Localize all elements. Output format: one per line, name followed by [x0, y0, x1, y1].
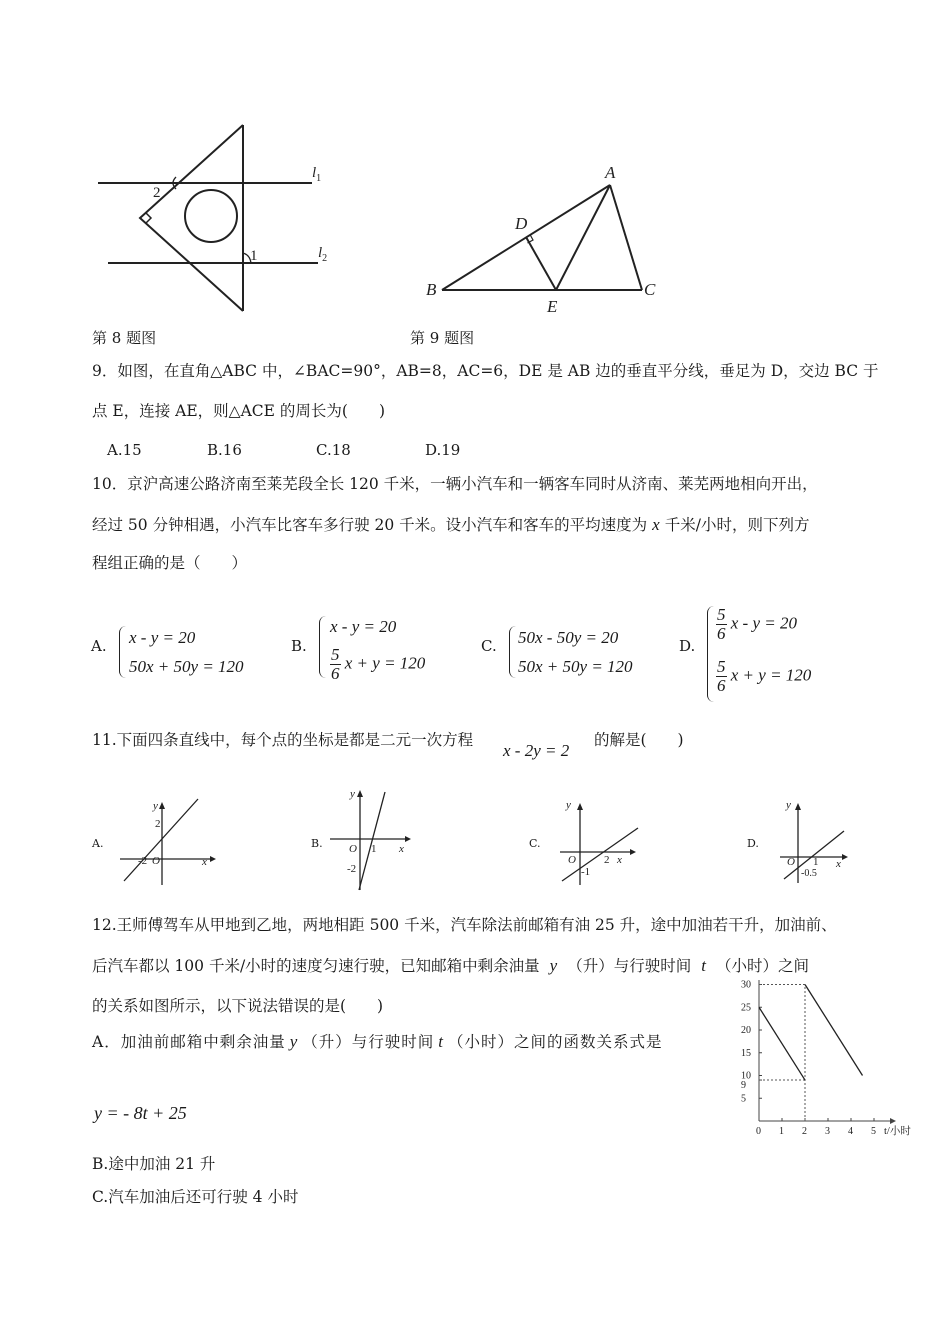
q9-option-c: C.18	[316, 441, 351, 459]
y-tick-label: 20	[741, 1025, 751, 1036]
svg-text:x: x	[617, 854, 622, 866]
svg-text:y: y	[350, 788, 355, 800]
svg-text:O: O	[152, 855, 160, 867]
q12-option-b: B.途中加油 21 升	[92, 1155, 216, 1173]
vertex-A-label: A	[605, 163, 616, 182]
q9-line-1: 9．如图，在直角△ABC 中，∠BAC=90°，AB=8，AC=6，DE 是 AB 边的垂直平分线，垂足为 D，交边 BC 于	[92, 362, 879, 380]
q11-line-end: 的解是( )	[594, 731, 684, 749]
angle-1-label: 1	[250, 248, 258, 264]
fuel-chart	[735, 980, 925, 1140]
line-l1-label: $l_1$	[312, 165, 322, 184]
q10-option-b-eq1: x - y = 20	[330, 617, 397, 636]
svg-text:y: y	[786, 799, 791, 811]
svg-text:-0.5: -0.5	[801, 868, 817, 879]
angle-2-label: 2	[153, 185, 161, 201]
x-tick-label: 3	[825, 1126, 830, 1137]
svg-text:O: O	[568, 854, 576, 866]
q11-equation: x - 2y = 2	[503, 741, 570, 760]
svg-text:O: O	[787, 856, 795, 868]
frac: $\frac{5}{6}$	[331, 645, 340, 683]
svg-text:-2: -2	[138, 855, 148, 867]
q10-option-c-brace	[509, 626, 516, 678]
q11-graph-b	[325, 782, 435, 892]
q10-line-1: 10．京沪高速公路济南至莱芜段全长 120 千米，一辆小汽车和一辆客车同时从济南、莱芜两地相向开出，	[92, 475, 818, 493]
x-axis-label: t/小时	[884, 1126, 911, 1137]
svg-text:2: 2	[604, 854, 610, 866]
q9-option-d: D.19	[425, 441, 461, 459]
figure-8	[90, 115, 350, 315]
x-tick-label: 1	[779, 1126, 784, 1137]
vertex-E-label: E	[547, 297, 558, 316]
x-axis-arrow	[890, 1118, 896, 1124]
x-tick-label: 4	[848, 1126, 853, 1137]
q11-graph-a-label: A.	[92, 837, 104, 850]
svg-text:2: 2	[155, 818, 161, 830]
q12-line-2: 后汽车都以 100 千米/小时的速度匀速行驶，已知邮箱中剩余油量 y （升）与行驶时间 t （小时）之间	[92, 956, 809, 975]
svg-text:-2: -2	[347, 863, 357, 875]
q10-option-d-eq2: $\frac{5}{6}$ x + y = 120	[717, 657, 812, 695]
svg-text:x: x	[399, 843, 404, 855]
svg-text:1: 1	[371, 843, 377, 855]
vertex-D-label: D	[515, 214, 528, 233]
q11-graph-a	[110, 797, 220, 887]
q10-option-d-label: D.	[679, 637, 696, 655]
q10-option-a-brace	[119, 626, 126, 678]
q11-line: 11.下面四条直线中，每个点的坐标是都是二元一次方程	[92, 731, 474, 749]
q11-graph-b-label: B.	[311, 837, 323, 850]
svg-text:y: y	[153, 800, 158, 812]
vertex-C-label: C	[644, 280, 656, 299]
figure-9	[420, 155, 670, 320]
y-tick-label: 10	[741, 1070, 751, 1082]
q10-option-a-label: A.	[91, 637, 107, 655]
y-tick-label: 25	[741, 1002, 751, 1014]
q12-option-a-formula: y = - 8t + 25	[94, 1103, 187, 1123]
q11-graph-c-label: C.	[529, 837, 541, 850]
q12-option-c: C.汽车加油后还可行驶 4 小时	[92, 1188, 299, 1206]
q10-option-c-label: C.	[481, 637, 497, 655]
svg-text:1: 1	[813, 856, 819, 868]
vertex-B-label: B	[426, 280, 437, 299]
q11-graph-d-label: D.	[747, 837, 759, 850]
svg-text:x: x	[202, 856, 207, 868]
q10-line-3: 程组正确的是（ ）	[92, 554, 248, 572]
q9-line-2: 点 E，连接 AE，则△ACE 的周长为( )	[92, 402, 385, 420]
svg-text:y: y	[566, 799, 571, 811]
figure-8-caption: 第 8 题图	[92, 329, 157, 347]
q10-option-b-label: B.	[291, 637, 307, 655]
x-tick-label: 5	[871, 1126, 876, 1137]
series-line-2	[805, 985, 863, 1076]
q12-option-a: A．加油前邮箱中剩余油量 y （升）与行驶时间 t （小时）之间的函数关系式是	[92, 1032, 663, 1051]
q10-option-a-eq1: x - y = 20	[129, 628, 196, 647]
q12-line-3: 的关系如图所示，以下说法错误的是( )	[92, 997, 384, 1015]
y-tick-label: 30	[741, 980, 751, 991]
x-tick-label: 0	[756, 1126, 761, 1137]
q9-option-a: A.15	[107, 441, 142, 459]
q10-option-b-eq2: $\frac{5}{6}$ x + y = 120	[331, 645, 426, 683]
q11-graph-d	[770, 795, 880, 890]
figure-9-caption: 第 9 题图	[410, 329, 475, 347]
q10-option-a-eq2: 50x + 50y = 120	[129, 657, 244, 676]
series-line-1	[759, 1007, 805, 1080]
q11-graph-c	[550, 795, 660, 890]
q10-option-b-brace	[319, 616, 326, 678]
svg-text:-1: -1	[581, 866, 591, 878]
y-tick-label: 15	[741, 1047, 751, 1059]
line-l2-label: $l_2$	[318, 245, 328, 264]
y-tick-label: 5	[741, 1093, 746, 1105]
q10-option-d-eq1: $\frac{5}{6}$ x - y = 20	[717, 605, 797, 643]
y-tick-label: 9	[741, 1080, 746, 1092]
svg-text:x: x	[836, 858, 841, 870]
q10-option-c-eq2: 50x + 50y = 120	[518, 657, 633, 676]
x-tick-label: 2	[802, 1126, 807, 1137]
q9-option-b: B.16	[207, 441, 242, 459]
q12-line-1: 12.王师傅驾车从甲地到乙地，两地相距 500 千米，汽车除法前邮箱有油 25 升，途中加油若干升，加油前、	[92, 916, 837, 934]
q10-option-d-brace	[707, 606, 714, 702]
svg-text:O: O	[349, 843, 357, 855]
q10-option-c-eq1: 50x - 50y = 20	[518, 628, 619, 647]
q10-line-2: 经过 50 分钟相遇，小汽车比客车多行驶 20 千米。设小汽车和客车的平均速度为 x 千米/小时，则下列方	[92, 515, 810, 534]
